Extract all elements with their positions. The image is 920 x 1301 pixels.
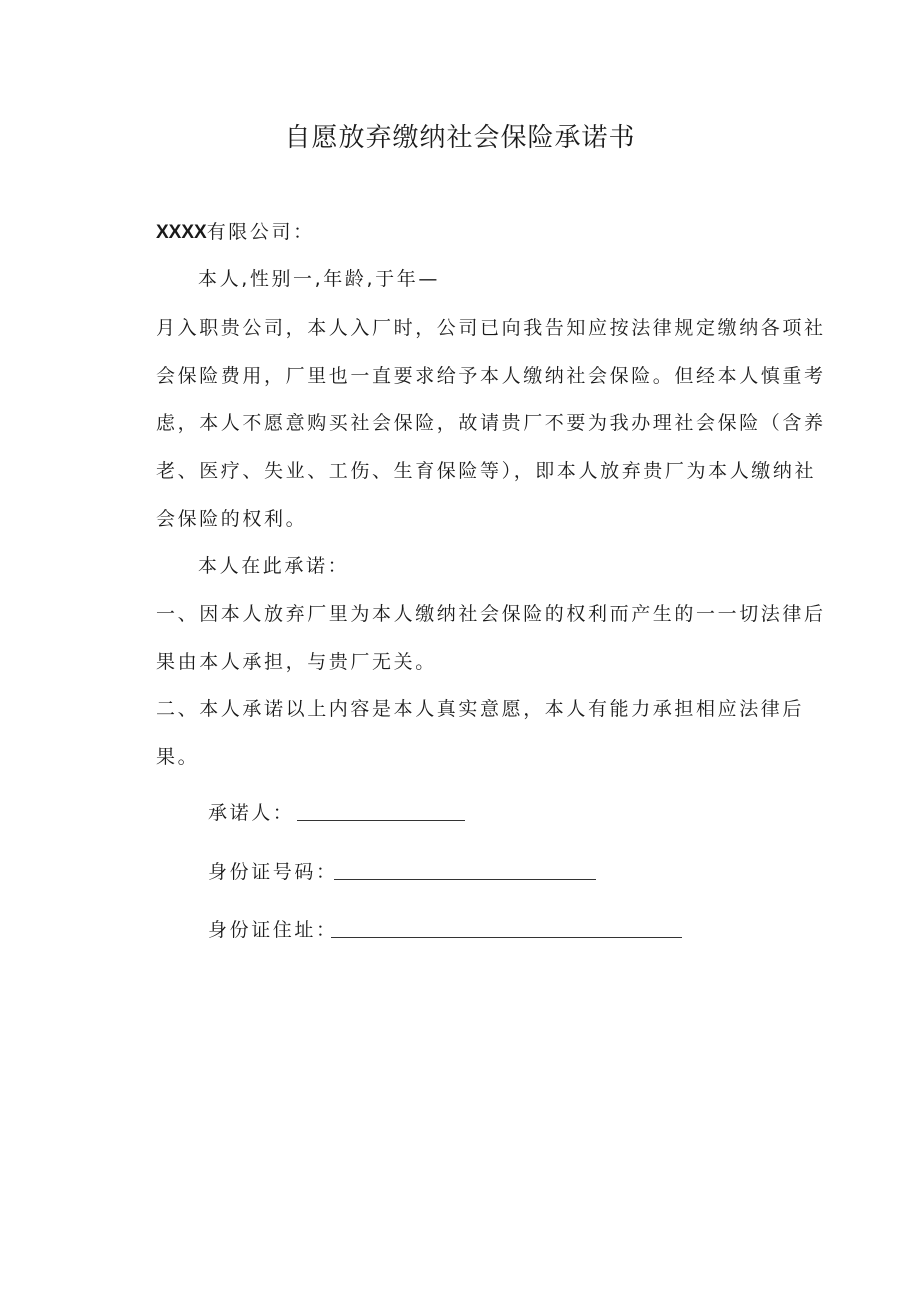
intro-line: 本人,性别一,年龄,于年— — [198, 268, 440, 290]
promisor-label: 承诺人： — [208, 802, 295, 824]
addressee-company: XXXX — [156, 222, 207, 243]
commitment-2-line-1: 二、本人承诺以上内容是本人真实意愿，本人有能力承担相应法律后 — [156, 698, 805, 720]
body-line-5: 会保险的权利。 — [156, 508, 308, 530]
id-address-label: 身份证住址： — [208, 919, 338, 941]
body-line-2: 会保险费用，厂里也一直要求给予本人缴纳社会保险。但经本人慎重考 — [156, 365, 826, 387]
id-address-line[interactable] — [331, 937, 682, 938]
promisor-signature-line[interactable] — [297, 820, 465, 821]
body-line-4: 老、医疗、失业、工伤、生育保险等），即本人放弃贵厂为本人缴纳社 — [156, 460, 817, 482]
addressee — [156, 216, 315, 249]
commitment-2-line-2: 果。 — [156, 746, 200, 768]
commitment-1-line-2: 果由本人承担，与贵厂无关。 — [156, 651, 437, 673]
body-line-1: 月入职贵公司，本人入厂时，公司已向我告知应按法律规定缴纳各项社 — [156, 317, 826, 339]
body-line-3: 虑，本人不愿意购买社会保险，故请贵厂不要为我办理社会保险（含养 — [156, 412, 826, 434]
document-title: 自愿放弃缴纳社会保险承诺书 — [284, 123, 636, 153]
id-number-line[interactable] — [334, 879, 596, 880]
addressee-suffix: 有限公司： — [206, 221, 315, 243]
commitment-intro: 本人在此承诺： — [198, 555, 350, 577]
id-number-label: 身份证号码： — [208, 861, 338, 883]
commitment-1-line-1: 一、因本人放弃厂里为本人缴纳社会保险的权利而产生的一一切法律后 — [156, 603, 826, 625]
